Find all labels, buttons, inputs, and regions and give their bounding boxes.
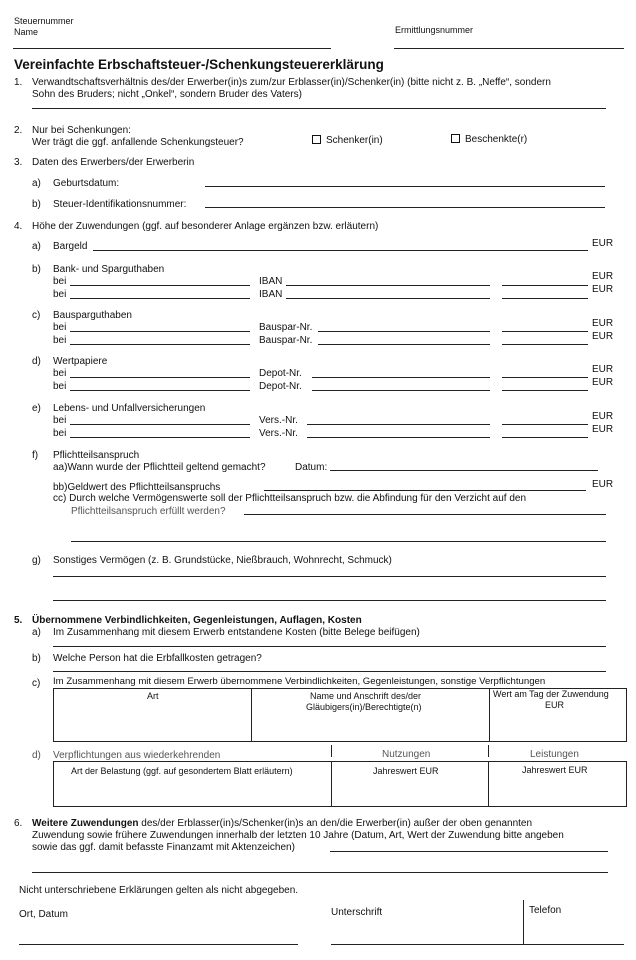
leistungen-label: Leistungen xyxy=(530,749,579,760)
bank-iban-2-label: IBAN xyxy=(259,289,283,300)
erbfallkosten-input[interactable] xyxy=(53,671,606,672)
wiederkehrende-col-nutzungen: Jahreswert EUR xyxy=(373,766,439,776)
s3-a-letter: a) xyxy=(32,178,41,189)
pflichtteil-cc-line1: cc) Durch welche Vermögenswerte soll der Pflichtteilsanspruch bzw. die Abfindung für den Verzicht auf den xyxy=(53,493,527,504)
pflichtteil-aa-question: aa)Wann wurde der Pflichtteil geltend gemacht? xyxy=(53,462,266,473)
pflichtteil-datum-label: Datum: xyxy=(295,462,328,473)
vers-amount-1-input[interactable] xyxy=(502,424,588,425)
bauspar-nr-1-label: Bauspar-Nr. xyxy=(259,322,313,333)
beschenkte-checkbox[interactable] xyxy=(451,134,460,143)
geburtsdatum-label: Geburtsdatum: xyxy=(53,178,120,189)
s5-b-letter: b) xyxy=(32,653,41,664)
s4-d-letter: d) xyxy=(32,356,41,367)
bank-amount-1-input[interactable] xyxy=(502,285,588,286)
pflichtteil-label: Pflichtteilsanspruch xyxy=(53,450,140,461)
bauspar-bei-1-input[interactable] xyxy=(70,331,250,332)
name-input-line[interactable] xyxy=(13,48,331,49)
wiederkehrende-tick-2 xyxy=(488,745,489,757)
depot-amount-1-input[interactable] xyxy=(502,377,588,378)
schenker-checkbox[interactable] xyxy=(312,135,321,144)
versicherungen-label: Lebens- und Unfallversicherungen xyxy=(53,403,206,414)
pflichtteil-cc-input-2[interactable] xyxy=(71,541,606,542)
s1-line1: Verwandtschaftsverhältnis des/der Erwerber(in)s zum/zur Erblasser(in)/Schenker(in) (bitte nicht z. B. „Neffe“, sondern xyxy=(32,77,551,88)
s2-line2: Wer trägt die ggf. anfallende Schenkungsteuer? xyxy=(32,137,244,148)
vers-bei-2: bei xyxy=(53,428,67,439)
s2-number: 2. xyxy=(14,125,23,136)
telefon-divider xyxy=(523,900,524,944)
s3-b-letter: b) xyxy=(32,199,41,210)
verbindlichkeiten-col-wert-1: Wert am Tag der Zuwendung xyxy=(493,689,609,699)
wiederkehrende-col-divider-2 xyxy=(488,761,489,806)
verbindlichkeiten-col-name-2: Gläubigers(in)/Berechtigte(n) xyxy=(306,702,422,712)
s4-g-letter: g) xyxy=(32,555,41,566)
pflichtteil-cc-input-1[interactable] xyxy=(244,514,606,515)
vers-bei-1: bei xyxy=(53,415,67,426)
telefon-label: Telefon xyxy=(529,905,562,916)
bauspar-bei-2: bei xyxy=(53,335,67,346)
name-label: Name xyxy=(14,27,39,37)
bank-bei-2-input[interactable] xyxy=(70,298,250,299)
s4-b-letter: b) xyxy=(32,264,41,275)
pflichtteil-bb-label: bb)Geldwert des Pflichtteilsanspruchs xyxy=(53,482,221,493)
bank-bei-2: bei xyxy=(53,289,67,300)
bargeld-input-line[interactable] xyxy=(93,250,588,251)
weitere-zuwendungen-input-2[interactable] xyxy=(32,872,608,873)
steuer-id-label: Steuer-Identifikationsnummer: xyxy=(53,199,187,210)
bauspar-nr-1-input[interactable] xyxy=(318,331,490,332)
verbindlichkeiten-col-art: Art xyxy=(147,691,159,701)
s4-number: 4. xyxy=(14,221,23,232)
bank-bei-1-input[interactable] xyxy=(70,285,250,286)
depot-eur-1: EUR xyxy=(592,364,614,375)
pflichtteil-geldwert-input[interactable] xyxy=(264,490,586,491)
s2-line1: Nur bei Schenkungen: xyxy=(32,125,131,136)
steuernummer-label: Steuernummer xyxy=(14,16,74,26)
kosten-input[interactable] xyxy=(53,646,606,647)
s4-heading: Höhe der Zuwendungen (ggf. auf besonderer Anlage ergänzen bzw. erläutern) xyxy=(32,221,379,232)
verbindlichkeiten-col-divider-2 xyxy=(489,688,490,741)
ermittlungsnummer-input-line[interactable] xyxy=(394,48,624,49)
wertpapiere-label: Wertpapiere xyxy=(53,356,108,367)
s1-line2: Sohn des Bruders; nicht „Onkel“, sondern Bruder des Vaters) xyxy=(32,89,302,100)
bargeld-eur: EUR xyxy=(592,238,614,249)
s5-heading: Übernommene Verbindlichkeiten, Gegenleistungen, Auflagen, Kosten xyxy=(32,615,362,626)
vers-nr-1-label: Vers.-Nr. xyxy=(259,415,298,426)
bank-amount-2-input[interactable] xyxy=(502,298,588,299)
beschenkte-label: Beschenkte(r) xyxy=(465,134,528,145)
geburtsdatum-input-line[interactable] xyxy=(205,186,605,187)
bargeld-label: Bargeld xyxy=(53,241,88,252)
depot-bei-2: bei xyxy=(53,381,67,392)
s5-number: 5. xyxy=(14,615,23,626)
s6-heading: Weitere Zuwendungen xyxy=(32,818,139,829)
bauspar-bei-2-input[interactable] xyxy=(70,344,250,345)
bauspar-amount-1-input[interactable] xyxy=(502,331,588,332)
schenker-label: Schenker(in) xyxy=(326,135,383,146)
bauspar-nr-2-label: Bauspar-Nr. xyxy=(259,335,313,346)
ort-datum-input[interactable] xyxy=(19,944,298,945)
depot-nr-1-label: Depot-Nr. xyxy=(259,368,302,379)
s4-c-letter: c) xyxy=(32,310,41,321)
s4-a-letter: a) xyxy=(32,241,41,252)
wiederkehrende-col-divider-1 xyxy=(331,761,332,806)
bauspar-eur-1: EUR xyxy=(592,318,614,329)
unterschrift-input[interactable] xyxy=(331,944,624,945)
pflichtteil-eur: EUR xyxy=(592,479,614,490)
wiederkehrende-col-art: Art der Belastung (ggf. auf gesondertem Blatt erläutern) xyxy=(71,766,293,776)
bauspar-nr-2-input[interactable] xyxy=(318,344,490,345)
pflichtteil-cc-line2: Pflichtteilsanspruch erfüllt werden? xyxy=(71,506,226,517)
pflichtteil-datum-input[interactable] xyxy=(330,470,598,471)
depot-nr-2-label: Depot-Nr. xyxy=(259,381,302,392)
bank-eur-1: EUR xyxy=(592,271,614,282)
bauspar-bei-1: bei xyxy=(53,322,67,333)
depot-eur-2: EUR xyxy=(592,377,614,388)
s1-number: 1. xyxy=(14,77,23,88)
s6-line2: Zuwendung sowie frühere Zuwendungen innerhalb der letzten 10 Jahre (Datum, Art, Wert der Zuwendung bitte angeben xyxy=(32,830,564,841)
s5-c-letter: c) xyxy=(32,678,41,689)
bank-eur-2: EUR xyxy=(592,284,614,295)
wiederkehrende-col-leistungen: Jahreswert EUR xyxy=(522,765,588,775)
vers-nr-1-input[interactable] xyxy=(307,424,490,425)
bank-iban-1-input[interactable] xyxy=(286,285,490,286)
unterschrift-label: Unterschrift xyxy=(331,907,383,918)
s4-f-letter: f) xyxy=(32,450,39,461)
sonstiges-input-2[interactable] xyxy=(53,600,606,601)
bauspar-eur-2: EUR xyxy=(592,331,614,342)
bank-iban-1-label: IBAN xyxy=(259,276,283,287)
vers-bei-2-input[interactable] xyxy=(70,437,250,438)
bank-bei-1: bei xyxy=(53,276,67,287)
bank-iban-2-input[interactable] xyxy=(286,298,490,299)
vers-bei-1-input[interactable] xyxy=(70,424,250,425)
form-title: Vereinfachte Erbschaftsteuer-/Schenkungsteuererklärung xyxy=(14,57,384,72)
vers-nr-2-label: Vers.-Nr. xyxy=(259,428,298,439)
depot-nr-2-input[interactable] xyxy=(312,390,490,391)
s4-e-letter: e) xyxy=(32,403,41,414)
verbindlichkeiten-col-divider-1 xyxy=(251,688,252,741)
depot-bei-1: bei xyxy=(53,368,67,379)
s6-line1-rest: des/der Erblasser(in)s/Schenker(in)s an den/die Erwerber(in) außer der oben genannten xyxy=(138,818,533,829)
verbindlichkeiten-label: Im Zusammenhang mit diesem Erwerb übernommene Verbindlichkeiten, Gegenleistungen, sonstige Verpflichtungen xyxy=(53,676,546,687)
depot-nr-1-input[interactable] xyxy=(312,377,490,378)
s3-number: 3. xyxy=(14,157,23,168)
kosten-label: Im Zusammenhang mit diesem Erwerb entstandene Kosten (bitte Belege beifügen) xyxy=(53,627,420,638)
depot-amount-2-input[interactable] xyxy=(502,390,588,391)
s6-number: 6. xyxy=(14,818,23,829)
depot-bei-1-input[interactable] xyxy=(70,377,250,378)
s5-d-letter: d) xyxy=(32,750,41,761)
s5-a-letter: a) xyxy=(32,627,41,638)
s6-line1 xyxy=(32,818,532,830)
vers-eur-2: EUR xyxy=(592,424,614,435)
s6-line3: sowie das ggf. damit befasste Finanzamt mit Aktenzeichen) xyxy=(32,842,295,853)
vers-eur-1: EUR xyxy=(592,411,614,422)
weitere-zuwendungen-input-1[interactable] xyxy=(330,851,608,852)
erbfallkosten-label: Welche Person hat die Erbfallkosten getragen? xyxy=(53,653,262,664)
ort-datum-label: Ort, Datum xyxy=(19,909,68,920)
wiederkehrende-label: Verpflichtungen aus wiederkehrenden xyxy=(53,750,221,761)
s1-input-line[interactable] xyxy=(32,108,606,109)
wiederkehrende-tick-1 xyxy=(331,745,332,757)
vers-nr-2-input[interactable] xyxy=(307,437,490,438)
bank-label: Bank- und Sparguthaben xyxy=(53,264,165,275)
steuer-id-input-line[interactable] xyxy=(205,207,605,208)
ermittlungsnummer-label: Ermittlungsnummer xyxy=(395,25,474,35)
sonstiges-input-1[interactable] xyxy=(53,576,606,577)
bauspar-label: Bausparguthaben xyxy=(53,310,132,321)
nutzungen-label: Nutzungen xyxy=(382,749,431,760)
sonstiges-label: Sonstiges Vermögen (z. B. Grundstücke, Nießbrauch, Wohnrecht, Schmuck) xyxy=(53,555,392,566)
footer-note: Nicht unterschriebene Erklärungen gelten als nicht abgegeben. xyxy=(19,885,299,896)
verbindlichkeiten-col-wert-2: EUR xyxy=(545,700,565,710)
s3-heading: Daten des Erwerbers/der Erwerberin xyxy=(32,157,195,168)
vers-amount-2-input[interactable] xyxy=(502,437,588,438)
verbindlichkeiten-col-name-1: Name und Anschrift des/der xyxy=(310,691,422,701)
bauspar-amount-2-input[interactable] xyxy=(502,344,588,345)
depot-bei-2-input[interactable] xyxy=(70,390,250,391)
